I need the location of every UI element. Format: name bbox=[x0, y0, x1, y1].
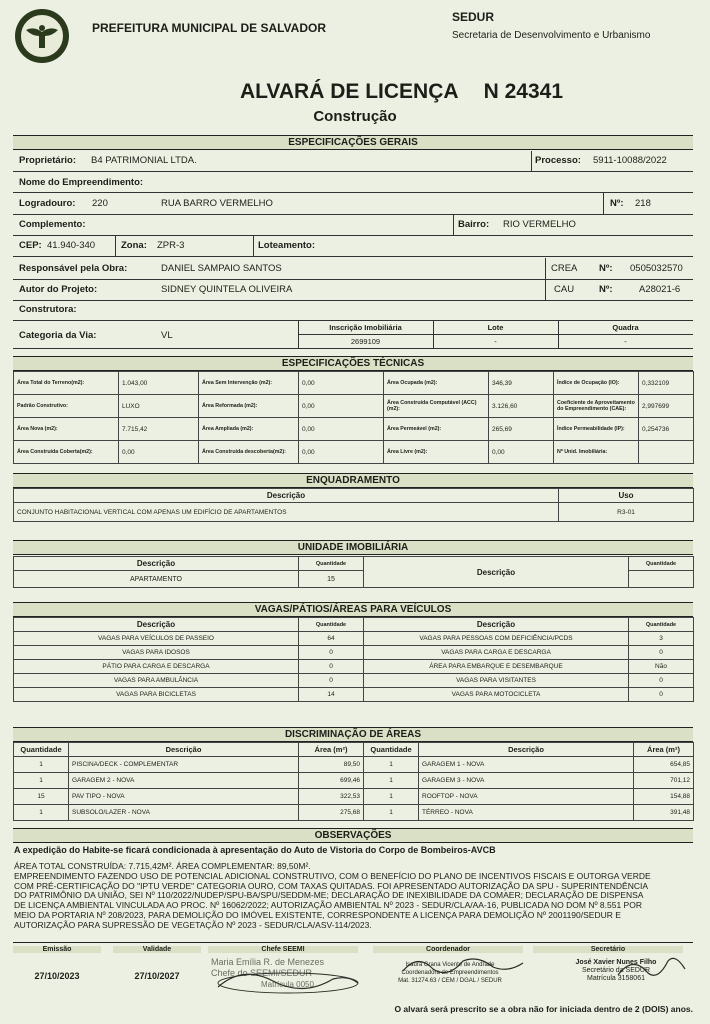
responsavel-value: DANIEL SAMPAIO SANTOS bbox=[161, 263, 282, 274]
vagas-cell: PÁTIO PARA CARGA E DESCARGA bbox=[14, 660, 299, 674]
obs-line: COM PRÉ-CERTIFICAÇÃO DO "IPTU VERDE" CATEGORIA OURO, COM TAXAS QUITADAS. FOI APRESENTADO AUTORIZAÇÃO DA SPU - SUPERINTENDÊNCIA bbox=[14, 880, 649, 891]
cau-no-label: Nº: bbox=[599, 284, 613, 295]
cau-value: A28021-6 bbox=[639, 284, 681, 295]
areas-desc-label: Descrição bbox=[69, 743, 299, 757]
autor-label: Autor do Projeto: bbox=[19, 284, 98, 295]
validade-value: 27/10/2027 bbox=[134, 971, 180, 981]
areas-row bbox=[14, 805, 694, 821]
vagas-cell: 0 bbox=[629, 646, 694, 660]
cep-value: 41.940-340 bbox=[47, 240, 96, 251]
vagas-cell: VAGAS PARA VISITANTES bbox=[364, 674, 629, 688]
tecnicas-label: Área Sem Intervenção (m2): bbox=[199, 372, 299, 395]
tecnicas-value: 0,00 bbox=[119, 441, 199, 464]
categoria-label: Categoria da Via: bbox=[19, 330, 97, 341]
row-logradouro bbox=[13, 193, 693, 215]
vagas-cell: VAGAS PARA IDOSOS bbox=[14, 646, 299, 660]
vagas-cell: 0 bbox=[299, 660, 364, 674]
license-title-text: ALVARÁ DE LICENÇA bbox=[240, 80, 458, 103]
chefe-stamp-line: Maria Emília R. de Menezes bbox=[211, 957, 325, 967]
tecnicas-label: Área Total do Terreno(m2): bbox=[14, 372, 119, 395]
vagas-cell: VAGAS PARA BICICLETAS bbox=[14, 688, 299, 702]
tecnicas-value: 0,00 bbox=[299, 395, 384, 418]
areas-area-label: Área (m²) bbox=[299, 743, 364, 757]
section-observacoes-heading: OBSERVAÇÕES bbox=[13, 828, 693, 843]
logradouro-value: RUA BARRO VERMELHO bbox=[161, 198, 273, 209]
prescricao-note: O alvará será prescrito se a obra não for iniciada dentro de 2 (DOIS) anos. bbox=[394, 1004, 693, 1014]
vagas-row bbox=[14, 660, 694, 674]
row-complemento bbox=[13, 215, 693, 236]
tecnicas-value: 346,39 bbox=[489, 372, 554, 395]
section-vagas-heading: VAGAS/PÁTIOS/ÁREAS PARA VEÍCULOS bbox=[13, 602, 693, 617]
vagas-cell: 0 bbox=[299, 646, 364, 660]
unidade-table bbox=[13, 556, 693, 588]
areas-cell: GARAGEM 2 - NOVA bbox=[69, 773, 299, 789]
areas-cell: 89,50 bbox=[299, 757, 364, 773]
areas-cell: 654,85 bbox=[634, 757, 694, 773]
tecnicas-label: Índice de Ocupação (IO): bbox=[554, 372, 639, 395]
seal-logo bbox=[14, 8, 70, 64]
areas-cell: 1 bbox=[14, 757, 69, 773]
tecnicas-value: 0,00 bbox=[299, 372, 384, 395]
inscricao-label: Inscrição Imobiliária bbox=[329, 323, 402, 332]
vagas-row bbox=[14, 646, 694, 660]
vagas-cell: 14 bbox=[299, 688, 364, 702]
vagas-cell: ÁREA PARA EMBARQUE E DESEMBARQUE bbox=[364, 660, 629, 674]
proprietario-label: Proprietário: bbox=[19, 155, 77, 166]
tecnicas-value: 0,00 bbox=[489, 441, 554, 464]
areas-cell: 1 bbox=[14, 805, 69, 821]
uni-descricao: APARTAMENTO bbox=[14, 571, 299, 588]
areas-cell: PISCINA/DECK - COMPLEMENTAR bbox=[69, 757, 299, 773]
obs-line: AUTORIZAÇÃO PARA SUPRESSÃO DE VEGETAÇÃO Nº 2023 - SEDUR/CLA/ASV-114/2023. bbox=[14, 919, 372, 930]
obs-bold-line: A expedição do Habite-se ficará condicionada à apresentação do Auto de Vistoria do Corpo de Bombeiros-AVCB bbox=[14, 845, 496, 855]
secretario-label: Secretário bbox=[533, 946, 683, 953]
cau-label: CAU bbox=[554, 284, 575, 295]
areas-cell: PAV TIPO - NOVA bbox=[69, 789, 299, 805]
vagas-cell: 0 bbox=[629, 674, 694, 688]
areas-row bbox=[14, 773, 694, 789]
tecnicas-value: 0,254736 bbox=[639, 418, 694, 441]
tecnicas-label: Área Nova (m2): bbox=[14, 418, 119, 441]
construtora-label: Construtora: bbox=[19, 304, 77, 315]
tecnicas-grid bbox=[13, 371, 693, 464]
secretario-stamp-line: Matrícula 3158061 bbox=[587, 975, 645, 982]
processo-value: 5911-10088/2022 bbox=[593, 155, 667, 166]
loteamento-label: Loteamento: bbox=[258, 240, 315, 251]
zona-value: ZPR-3 bbox=[157, 240, 185, 251]
tecnicas-label: Área Permeável (m2): bbox=[384, 418, 489, 441]
emissao-label: Emissão bbox=[13, 946, 101, 953]
vagas-desc-label: Descrição bbox=[14, 618, 299, 632]
row-cep bbox=[13, 236, 693, 257]
tecnicas-row bbox=[14, 418, 694, 441]
obs-line: ÁREA TOTAL CONSTRUÍDA: 7.715,42M². ÁREA COMPLEMENTAR: 89,50M². bbox=[14, 861, 311, 871]
lote-value: - bbox=[494, 337, 497, 346]
row-empreendimento bbox=[13, 172, 693, 193]
license-title bbox=[240, 80, 563, 104]
section-tecnicas-heading: ESPECIFICAÇÕES TÉCNICAS bbox=[13, 356, 693, 371]
areas-cell: 1 bbox=[364, 757, 419, 773]
areas-table bbox=[13, 742, 693, 821]
obs-line: MEIO DA PORTARIA Nº 208/2023, PARA DEMOLIÇÃO DO IMÓVEL EXISTENTE, CORRESPONDENTE A LICENÇA PARA DEMOLIÇÃO Nº 2001190/SEDUR E bbox=[14, 909, 621, 920]
section-areas-heading: DISCRIMINAÇÃO DE ÁREAS bbox=[13, 727, 693, 742]
license-subtitle: Construção bbox=[313, 108, 397, 125]
vagas-row bbox=[14, 674, 694, 688]
areas-qtd-label-2: Quantidade bbox=[364, 743, 419, 757]
vagas-cell: 64 bbox=[299, 632, 364, 646]
tecnicas-row bbox=[14, 372, 694, 395]
tecnicas-value: 3.126,60 bbox=[489, 395, 554, 418]
uni-desc-label-2: Descrição bbox=[364, 557, 629, 588]
org-name: PREFEITURA MUNICIPAL DE SALVADOR bbox=[92, 21, 327, 35]
validade-label: Validade bbox=[113, 946, 201, 953]
quadra-label: Quadra bbox=[612, 323, 639, 332]
coord-signature bbox=[393, 951, 533, 981]
license-number: N 24341 bbox=[483, 80, 564, 103]
secretario-stamp-line: Secretário da SEDUR bbox=[581, 967, 651, 974]
areas-cell: 391,48 bbox=[634, 805, 694, 821]
areas-cell: 275,68 bbox=[299, 805, 364, 821]
numero-label: Nº: bbox=[610, 198, 624, 209]
tecnicas-value: 0,00 bbox=[299, 418, 384, 441]
vagas-cell: VAGAS PARA VEÍCULOS DE PASSEIO bbox=[14, 632, 299, 646]
coord-stamp-line: Isaura Grana Vicente de Andrade bbox=[405, 962, 495, 968]
categoria-value: VL bbox=[161, 330, 173, 341]
areas-desc-label-2: Descrição bbox=[419, 743, 634, 757]
vagas-cell: VAGAS PARA MOTOCICLETA bbox=[364, 688, 629, 702]
tecnicas-label: Área Ampliada (m2): bbox=[199, 418, 299, 441]
areas-qtd-label: Quantidade bbox=[14, 743, 69, 757]
cep-label: CEP: bbox=[19, 240, 42, 251]
section-gerais-heading: ESPECIFICAÇÕES GERAIS bbox=[13, 135, 693, 150]
inscricao-value: 2699109 bbox=[350, 337, 381, 346]
vagas-cell: VAGAS PARA PESSOAS COM DEFICIÊNCIA/PCDS bbox=[364, 632, 629, 646]
chefe-label: Chefe SEEMI bbox=[208, 946, 358, 953]
coord-label: Coordenador bbox=[373, 946, 523, 953]
dept-name: SEDUR bbox=[452, 10, 495, 24]
areas-cell: 1 bbox=[364, 773, 419, 789]
uni-qtd-label: Quantidade bbox=[299, 557, 364, 571]
vagas-qtd-label: Quantidade bbox=[299, 618, 364, 632]
enq-desc-label: Descrição bbox=[14, 489, 559, 503]
tecnicas-value: 265,69 bbox=[489, 418, 554, 441]
emissao-value: 27/10/2023 bbox=[34, 971, 80, 981]
uni-quantidade: 15 bbox=[299, 571, 364, 588]
crea-value: 0505032570 bbox=[630, 263, 683, 274]
autor-value: SIDNEY QUINTELA OLIVEIRA bbox=[161, 284, 293, 295]
enq-uso: R3-01 bbox=[559, 503, 694, 522]
areas-cell: TÉRREO - NOVA bbox=[419, 805, 634, 821]
areas-cell: 1 bbox=[14, 773, 69, 789]
areas-cell: 701,12 bbox=[634, 773, 694, 789]
vagas-cell: 0 bbox=[629, 688, 694, 702]
enquadramento-table bbox=[13, 488, 693, 522]
chefe-stamp-line: Matrícula 0050 bbox=[261, 980, 314, 989]
tecnicas-value: 0,332109 bbox=[639, 372, 694, 395]
tecnicas-value: 1.043,00 bbox=[119, 372, 199, 395]
processo-label: Processo: bbox=[535, 155, 581, 166]
tecnicas-label: Área Reformada (m2): bbox=[199, 395, 299, 418]
vagas-cell: 0 bbox=[299, 674, 364, 688]
tecnicas-value: LUXO bbox=[119, 395, 199, 418]
vagas-desc-label-2: Descrição bbox=[364, 618, 629, 632]
tecnicas-label: Padrão Construtivo: bbox=[14, 395, 119, 418]
tecnicas-label: Coeficiente de Aproveitamento do Empreendimento (CAE): bbox=[554, 395, 639, 418]
tecnicas-value: 7.715,42 bbox=[119, 418, 199, 441]
lote-label: Lote bbox=[487, 323, 504, 332]
secretario-stamp-line: José Xavier Nunes Filho bbox=[575, 959, 657, 966]
areas-row bbox=[14, 789, 694, 805]
zona-label: Zona: bbox=[121, 240, 147, 251]
row-autor bbox=[13, 280, 693, 301]
section-unidade-heading: UNIDADE IMOBILIÁRIA bbox=[13, 540, 693, 555]
enq-descricao: CONJUNTO HABITACIONAL VERTICAL COM APENAS UM EDIFÍCIO DE APARTAMENTOS bbox=[14, 503, 559, 522]
vagas-table bbox=[13, 617, 693, 702]
tecnicas-value: 0,00 bbox=[299, 441, 384, 464]
bairro-value: RIO VERMELHO bbox=[503, 219, 576, 230]
enq-uso-label: Uso bbox=[559, 489, 694, 503]
uni-qtd-label-2: Quantidade bbox=[629, 557, 694, 571]
bairro-label: Bairro: bbox=[458, 219, 490, 230]
areas-cell: 15 bbox=[14, 789, 69, 805]
vagas-cell: VAGAS PARA CARGA E DESCARGA bbox=[364, 646, 629, 660]
row-responsavel bbox=[13, 258, 693, 280]
obs-line: EMPREENDIMENTO FAZENDO USO DE POTENCIAL ADICIONAL CONSTRUTIVO, COM O BENEFÍCIO DO PLANO DE INCENTIVOS FISCAIS E OUTORGA VERDE bbox=[14, 870, 651, 881]
tecnicas-label: Área Livre (m2): bbox=[384, 441, 489, 464]
areas-cell: 1 bbox=[364, 805, 419, 821]
tecnicas-value bbox=[639, 441, 694, 464]
row-construtora bbox=[13, 301, 693, 321]
complemento-label: Complemento: bbox=[19, 219, 86, 230]
chefe-stamp-line: Chefe do SEEMI/SEDUR bbox=[211, 968, 313, 978]
areas-cell: 699,46 bbox=[299, 773, 364, 789]
row-proprietario bbox=[13, 151, 693, 172]
tecnicas-row bbox=[14, 441, 694, 464]
crea-no-label: Nº: bbox=[599, 263, 613, 274]
areas-cell: ROOFTOP - NOVA bbox=[419, 789, 634, 805]
vagas-cell: Não bbox=[629, 660, 694, 674]
empreendimento-label: Nome do Empreendimento: bbox=[19, 177, 144, 188]
logradouro-label: Logradouro: bbox=[19, 198, 76, 209]
tecnicas-label: Nº Unid. Imobiliária: bbox=[554, 441, 639, 464]
areas-cell: 154,88 bbox=[634, 789, 694, 805]
chefe-signature bbox=[213, 961, 363, 997]
obs-line: DE LICENÇA AMBIENTAL VINCULADA AO PROC. Nº 16062/2022; AUTORIZAÇÃO AMBIENTAL Nº 2023 - SEDUR/CLA/AA-16, PUBLICADA NO DOM Nº 8.551 POR bbox=[14, 900, 642, 911]
row-categoria bbox=[13, 321, 693, 349]
vagas-row bbox=[14, 632, 694, 646]
numero-value: 218 bbox=[635, 198, 651, 209]
tecnicas-row bbox=[14, 395, 694, 418]
crea-label: CREA bbox=[551, 263, 578, 274]
obs-text bbox=[14, 862, 694, 931]
proprietario-value: B4 PATRIMONIAL LTDA. bbox=[91, 155, 197, 166]
tecnicas-label: Área Construída Coberta(m2): bbox=[14, 441, 119, 464]
vagas-row bbox=[14, 688, 694, 702]
tecnicas-label: Área Construída descoberta(m2): bbox=[199, 441, 299, 464]
secretario-signature bbox=[613, 951, 693, 985]
obs-line: DO PATRIMÔNIO DA UNIÃO, SEI Nº 110/2022/NUDEP/SPU-BA/SPU/SEDDM-ME; DECLARAÇÃO DE INEXIBILIDADE DA COMAER; DECLARAÇÃO DE DISPENSA bbox=[14, 890, 644, 901]
areas-cell: 322,53 bbox=[299, 789, 364, 805]
areas-cell: GARAGEM 1 - NOVA bbox=[419, 757, 634, 773]
section-enquadramento-heading: ENQUADRAMENTO bbox=[13, 473, 693, 488]
vagas-cell: 3 bbox=[629, 632, 694, 646]
areas-area-label-2: Área (m²) bbox=[634, 743, 694, 757]
uni-desc-label: Descrição bbox=[14, 557, 299, 571]
areas-row bbox=[14, 757, 694, 773]
tecnicas-value: 2,997699 bbox=[639, 395, 694, 418]
coord-stamp-line: Coordenadora de Empreendimentos bbox=[401, 970, 499, 976]
responsavel-label: Responsável pela Obra: bbox=[19, 263, 128, 274]
coord-stamp-line: Mat. 31274.63 / CEM / DGAL / SEDUR bbox=[398, 978, 502, 984]
tecnicas-label: Área Construída Computável (ACC) (m2): bbox=[384, 395, 489, 418]
dept-fullname: Secretaria de Desenvolvimento e Urbanismo bbox=[452, 30, 651, 41]
footer-signatures bbox=[13, 942, 693, 1014]
areas-cell: 1 bbox=[364, 789, 419, 805]
tecnicas-label: Área Ocupada (m2): bbox=[384, 372, 489, 395]
areas-cell: SUBSOLO/LAZER - NOVA bbox=[69, 805, 299, 821]
logradouro-tipo: 220 bbox=[92, 198, 108, 209]
quadra-value: - bbox=[624, 337, 627, 346]
tecnicas-label: Índice Permeabilidade (IP): bbox=[554, 418, 639, 441]
vagas-qtd-label-2: Quantidade bbox=[629, 618, 694, 632]
areas-cell: GARAGEM 3 - NOVA bbox=[419, 773, 634, 789]
vagas-cell: VAGAS PARA AMBULÂNCIA bbox=[14, 674, 299, 688]
